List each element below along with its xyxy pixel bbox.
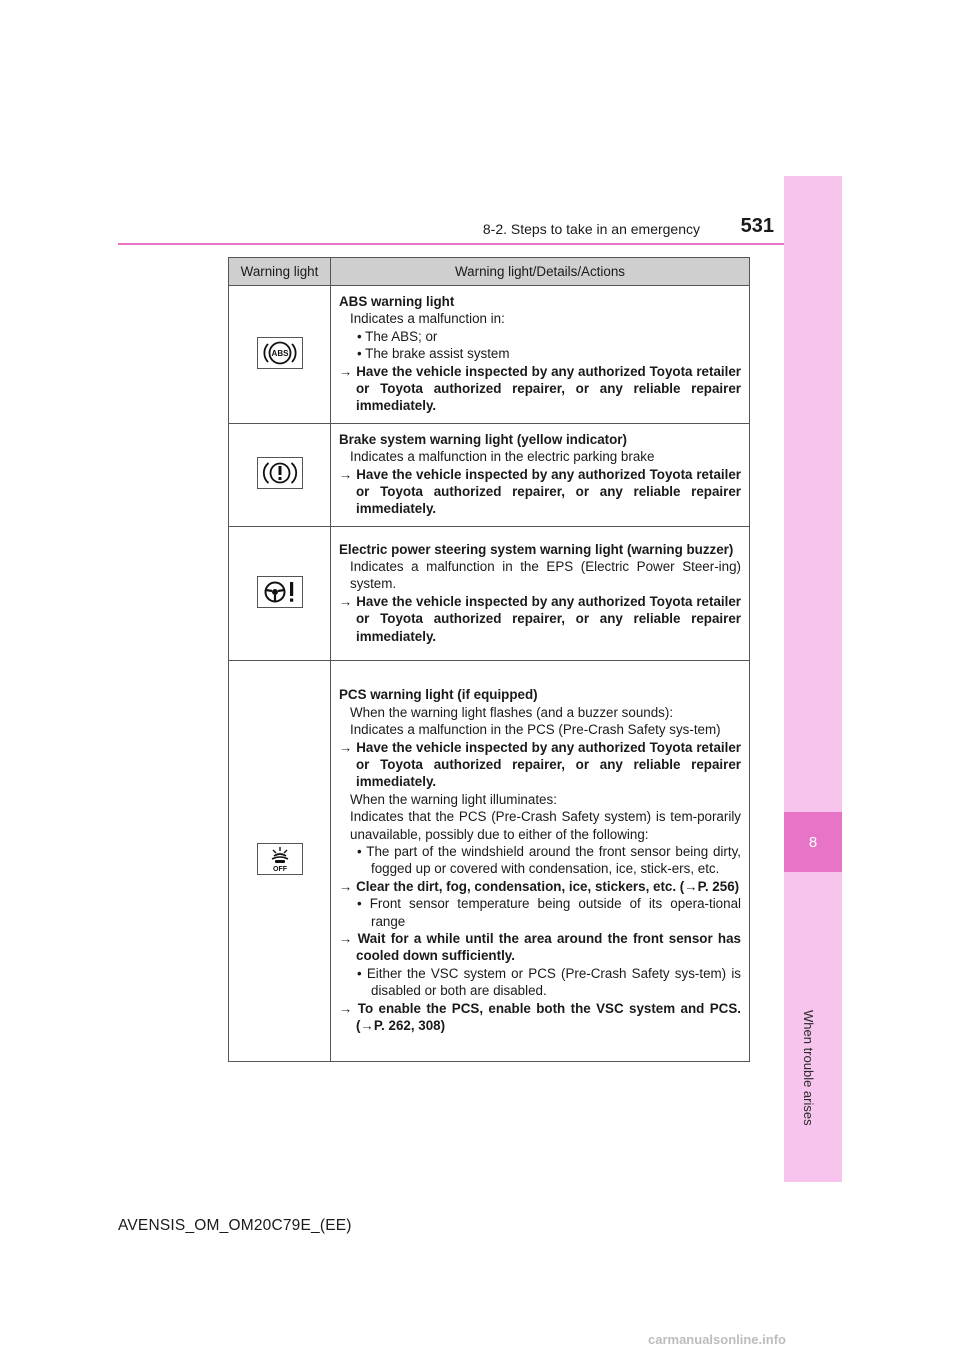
row-detail: Indicates a malfunction in the electric parking brake [350,449,655,465]
row-bullet: • The part of the windshield around the front sensor being dirty, fogged up or covered with condensation, ice, stick-ers, etc. [357,843,741,877]
warning-light-table [228,257,750,1062]
header-rule [118,243,784,245]
row-action: → Clear the dirt, fog, condensation, ice, stickers, etc. (→P. 256) [339,878,740,894]
row-detail: Indicates a malfunction in: [350,311,505,327]
pcs-off-warning-icon [257,843,303,875]
row-action: → Have the vehicle inspected by any authorized Toyota retailer or Toyota authorized repairer, or any reliable repairer immediately. [339,466,741,517]
row-title: Electric power steering system warning light (warning buzzer) [339,541,734,557]
row-title: PCS warning light (if equipped) [339,687,538,703]
row-action: → To enable the PCS, enable both the VSC system and PCS. (→P. 262, 308) [339,1000,741,1034]
document-id: AVENSIS_OM_OM20C79E_(EE) [118,1217,352,1234]
column-header-warning-light: Warning light [229,258,331,286]
row-title: Brake system warning light (yellow indicator) [339,431,627,447]
row-action: → Wait for a while until the area around the front sensor has cooled down sufficiently. [339,931,741,964]
row-title: ABS warning light [339,294,455,309]
column-header-details: Warning light/Details/Actions [331,258,750,286]
row-bullet: • The brake assist system [357,346,510,362]
pcs-icon-text: OFF [272,866,287,874]
table-row [229,286,750,424]
watermark: carmanualsonline.info [648,1332,786,1347]
brake-system-warning-icon [257,457,303,489]
power-steering-warning-icon [257,576,303,608]
table-row [229,660,750,1061]
row-detail: Indicates a malfunction in the EPS (Electric Power Steer-ing) system. [350,559,741,592]
section-title: 8-2. Steps to take in an emergency [482,221,700,237]
row-detail: Indicates a malfunction in the PCS (Pre-Crash Safety sys-tem) [350,722,721,738]
row-detail: Indicates that the PCS (Pre-Crash Safety system) is tem-porarily unavailable, possibly due to either of the following: [350,809,741,842]
row-detail: When the warning light illuminates: [350,791,557,807]
chapter-number: 8 [784,812,842,872]
abs-icon-text: ABS [271,348,288,358]
table-row [229,423,750,526]
row-detail: When the warning light flashes (and a buzzer sounds): [350,704,674,720]
table-row [229,526,750,660]
row-bullet: • Front sensor temperature being outside of its opera-tional range [357,896,741,929]
row-bullet: • The ABS; or [357,328,438,344]
row-action: → Have the vehicle inspected by any authorized Toyota retailer or Toyota authorized repairer, or any reliable repairer immediately. [339,363,741,414]
page-number: 531 [740,215,774,237]
row-action: → Have the vehicle inspected by any authorized Toyota retailer or Toyota authorized repairer, or any reliable repairer immediately. [339,593,741,644]
chapter-title: When trouble arises [801,1010,816,1126]
row-action: → Have the vehicle inspected by any authorized Toyota retailer or Toyota authorized repairer, or any reliable repairer immediately. [339,739,741,790]
abs-warning-icon [257,337,303,369]
row-bullet: • Either the VSC system or PCS (Pre-Crash Safety sys-tem) is disabled or both are disabled. [357,965,741,999]
